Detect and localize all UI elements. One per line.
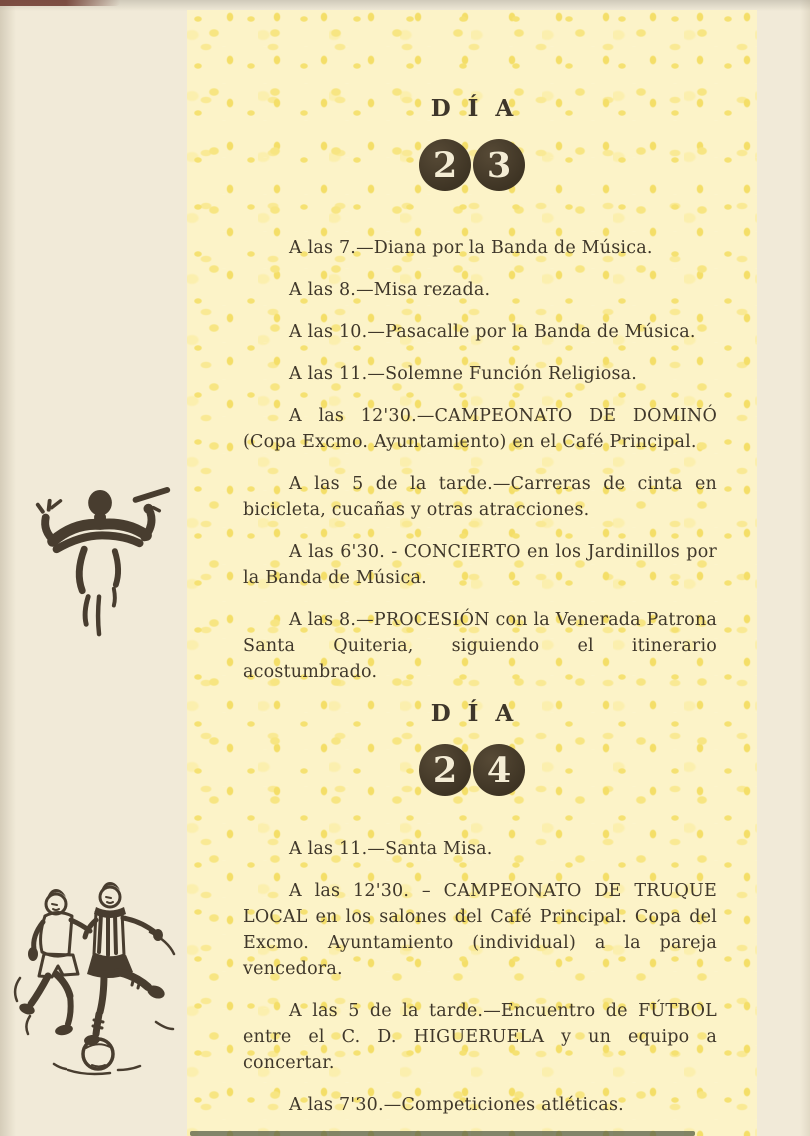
program-item: A las 8.—Misa rezada. <box>289 280 491 300</box>
day-number-badges <box>187 744 757 796</box>
section-dia-24 <box>187 700 757 1134</box>
day-digit-badge: 4 <box>473 744 525 796</box>
day-title: DÍA <box>430 95 531 122</box>
program-item: A las 10.—Pasacalle por la Banda de Música. <box>289 322 696 342</box>
program-item: A las 8.—PROCESIÓN con la Venerada Patrona Santa Quiteria, siguiendo el itinerario acostumbrado. <box>243 610 717 682</box>
program-item: A las 7.—Diana por la Banda de Música. <box>289 238 653 258</box>
day-digit-badge: 3 <box>473 139 525 191</box>
section-dia-23 <box>187 95 757 701</box>
program-item: A las 11.—Solemne Función Religiosa. <box>289 364 638 384</box>
day-number-badges <box>187 139 757 191</box>
program-items <box>243 836 717 1118</box>
program-item: A las 5 de la tarde.—Encuentro de FÚTBOL entre el C. D. HIGUERUELA y un equipo a concertar. <box>243 1001 717 1073</box>
day-title: DÍA <box>430 700 531 727</box>
program-item: A las 12'30. – CAMPEONATO DE TRUQUE LOCAL en los salones del Café Principal. Copa del Excmo. Ayuntamiento (individual) a la pareja vencedora. <box>243 881 717 979</box>
day-digit-badge: 2 <box>419 139 471 191</box>
program-item: A las 12'30.—CAMPEONATO DE DOMINÓ (Copa Excmo. Ayuntamiento) en el Café Principal. <box>243 406 717 452</box>
scan-corner-sliver <box>0 0 120 6</box>
football-players-icon <box>6 874 176 1079</box>
orchestra-conductor-icon <box>28 486 178 644</box>
program-item: A las 6'30. - CONCIERTO en los Jardinillos por la Banda de Música. <box>243 542 717 588</box>
program-item: A las 5 de la tarde.—Carreras de cinta en bicicleta, cucañas y otras atracciones. <box>243 474 717 520</box>
day-digit-badge: 2 <box>419 744 471 796</box>
program-items <box>243 235 717 685</box>
program-item: A las 7'30.—Competiciones atléticas. <box>289 1095 624 1115</box>
program-item: A las 11.—Santa Misa. <box>289 839 493 859</box>
